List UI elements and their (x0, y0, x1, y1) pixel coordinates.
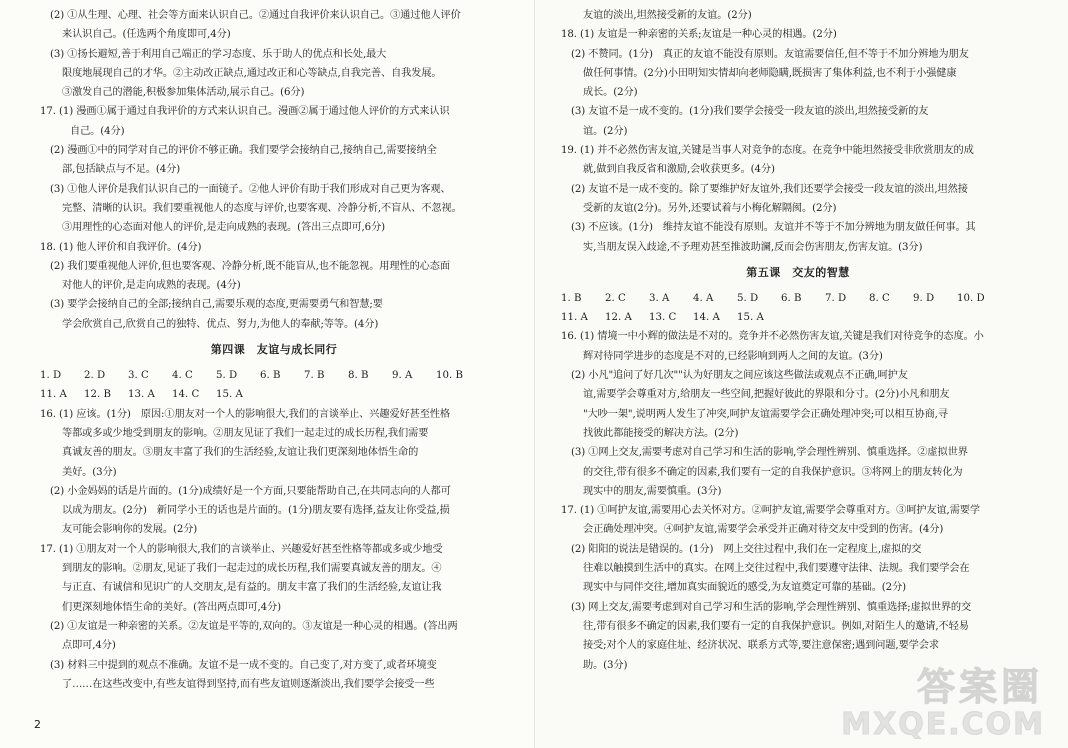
mcq-answer: 13. C (649, 312, 677, 324)
answer-line: (3) 网上交友,需要考虑到对自己学习和生活的影响,学会理性辨别、慎重选择;虚拟世界的交 (571, 601, 972, 613)
mcq-answer: 5. D (737, 292, 759, 304)
mcq-answer: 9. A (392, 370, 413, 382)
mcq-answer: 7. B (304, 370, 325, 382)
answer-line: 友谊的淡出,坦然接受新的友谊。(2分) (583, 10, 752, 21)
mcq-answer: 6. B (781, 292, 802, 304)
right-column (561, 6, 1035, 675)
answer-line: (2) 小凡"追问了好几次""认为好朋友之间应该这些做法或观点不正确,呵护友 (571, 370, 908, 382)
answer-line: (3) 不应该。(1分) 维持友谊不能没有原则。友谊并不等于不加分辨地为朋友做任何事。其 (571, 222, 976, 234)
mcq-answer: 1. D (40, 370, 62, 382)
mcq-answer: 7. D (825, 292, 847, 304)
left-answer-block (40, 6, 508, 334)
answer-line: 限度地展现自己的才华。②主动改正缺点,通过改正和心等缺点,自我完善、自我发展。 (62, 67, 442, 79)
answer-line: 成长。(2分) (583, 87, 638, 99)
answer-line: 美好。(3分) (62, 466, 117, 478)
answer-line: 现实中与同伴交往,增加真实面貌近的感受,为友谊奠定可靠的基础。(2分) (583, 582, 907, 594)
mcq-answer: 12. A (605, 312, 632, 324)
mcq-answer: 15. A (737, 312, 764, 324)
answer-line: 16. (1) 应该。(1分) 原因:①朋友对一个人的影响很大,我们的言谈举止、兴趣爱好甚至性格 (40, 408, 450, 420)
answer-line: 与正直、有诚信和见识广的人交朋友,是有益的。朋友丰富了我们的生活经验,友谊让我 (62, 582, 442, 594)
answer-line: 真诚友善的朋友。③朋友丰富了我们的生活经验,友谊让我们更深刻地体悟生命的 (62, 447, 419, 459)
answer-line: (3) 要学会接纳自己的全部;接纳自己,需要乐观的态度,更需要勇气和智慧;要 (50, 299, 383, 311)
answer-line: (2) 不赞同。(1分) 真正的友谊不能没有原则。友谊需要信任,但不等于不加分辨地为朋友 (571, 48, 969, 60)
answer-line: (3) ①网上交友,需要考虑对自己学习和生活的影响,学会理性辨别、慎重选择。②虚拟世界 (571, 447, 968, 459)
watermark-logo (841, 654, 1051, 742)
mcq-answer: 4. A (693, 292, 714, 304)
mcq-answer: 8. C (869, 292, 890, 304)
left-answer-block-2 (40, 405, 508, 694)
answer-line: 点即可,4分) (62, 640, 116, 652)
page-number: 2 (34, 718, 41, 731)
answer-line: (3) 材料三中提到的观点不准确。友谊不是一成不变的。自己变了,对方变了,或者环境变 (50, 659, 437, 671)
mcq-answer: 5. D (216, 370, 238, 382)
watermark-bottom-text: MXQE.COM (841, 707, 1045, 742)
section-title-lesson-5: 第五课 交友的智慧 (746, 265, 850, 279)
answer-line: 对他人的评价,是走向成熟的表现。(4分) (62, 280, 241, 292)
answer-line: 们更深刻地体悟生命的美好。(答出两点即可,4分) (62, 601, 282, 613)
left-column (40, 6, 508, 694)
answer-line: 自己。(4分) (70, 125, 125, 137)
mcq-answer: 8. B (348, 370, 369, 382)
answer-line: (2) 小金妈妈的话是片面的。(1分)成绩好是一个方面,只要能帮助自己,在共同志向的人都可 (50, 485, 451, 497)
answer-line: (2) 友谊不是一成不变的。除了要维护好友谊外,我们还要学会接受一段友谊的淡出,坦然接 (571, 183, 968, 195)
mcq-answers-row-1 (40, 366, 508, 385)
answer-line: 助。(3分) (583, 659, 628, 671)
answer-line: (2) 我们要重视他人评价,但也要客观、冷静分析,既不能盲从,也不能忽视。用理性的心态面 (50, 260, 450, 272)
mcq-answer: 11. A (561, 312, 588, 324)
answer-line: 谊,需要学会尊重对方,给朋友一些空间,把握好彼此的界限和分寸。(2分)小凡和朋友 (583, 389, 950, 401)
mcq-answer: 10. D (957, 292, 985, 304)
answer-line: 16. (1) 情境一中小辉的做法是不对的。竞争并不必然伤害友谊,关键是我们对待竞争的态度。小 (561, 331, 984, 343)
mcq-answer: 10. B (436, 370, 463, 382)
answer-line: 接受;对个人的家庭住址、经济状况、联系方式等,要注意保密;遇到问题,要学会求 (583, 640, 939, 652)
answer-line: 辉对待同学进步的态度是不对的,已经影响到两人之间的友谊。(3分) (583, 350, 883, 362)
mcq-answer: 15. A (216, 389, 243, 401)
answer-line: 部,包括缺点与不足。(4分) (62, 164, 181, 176)
answer-line: (3) ①扬长避短,善于利用自己端正的学习态度、乐于助人的优点和长处,最大 (50, 48, 387, 60)
mcq-answers-row-1 (561, 289, 1035, 308)
answer-line: 等都或多或少地受到朋友的影响。②朋友见证了我们一起走过的成长历程,我们需要 (62, 427, 429, 439)
right-answer-block (561, 6, 1035, 257)
answer-line: (2) ①友谊是一种亲密的关系。②友谊是平等的,双向的。③友谊是一种心灵的相遇。(答出两 (50, 620, 458, 632)
answer-line: (2) 漫画①中的同学对自己的评价不够正确。我们要学会接纳自己,接纳自己,需要接纳全 (50, 145, 437, 157)
answer-line: 17. (1) 漫画①属于通过自我评价的方式来认识自己。漫画②属于通过他人评价的方式来认识 (40, 106, 450, 118)
answer-line: 17. (1) ①呵护友谊,需要用心去关怀对方。②呵护友谊,需要学会尊重对方。③呵护友谊,需要学 (561, 505, 980, 517)
answer-line: 来认识自己。(任选两个角度即可,4分) (62, 29, 231, 41)
answer-line: 学会欣赏自己,欣赏自己的独特、优点、努力,为他人的奉献;等等。(4分) (62, 318, 379, 330)
mcq-answer: 2. D (84, 370, 106, 382)
mcq-answer: 13. A (128, 389, 155, 401)
section-title-lesson-4: 第四课 友谊与成长同行 (210, 343, 338, 357)
answer-line: ③激发自己的潜能,积极参加集体活动,展示自己。(6分) (62, 87, 305, 99)
mcq-answer: 12. B (84, 389, 111, 401)
answer-line: 18. (1) 友谊是一种亲密的关系;友谊是一种心灵的相遇。(2分) (561, 29, 837, 41)
answer-line: (2) ①从生理、心理、社会等方面来认识自己。②通过自我评价来认识自己。③通过他人评价 (50, 10, 461, 21)
mcq-answer: 11. A (40, 389, 67, 401)
answer-line: 的交往,带有很多不确定的因素,我们要有一定的自我保护意识。③将网上的朋友转化为 (583, 466, 963, 478)
answer-line: 实,当朋友误入歧途,不予理劝甚至推波助澜,反而会伤害朋友,伤害友谊。(3分) (583, 241, 923, 253)
mcq-answer: 2. C (605, 292, 626, 304)
mcq-answer: 14. A (693, 312, 720, 324)
answer-line: "大吵一架",说明两人发生了冲突,呵护友谊需要学会正确处理冲突;可以相互协商,寻 (583, 408, 948, 420)
answer-line: (3) ①他人评价是我们认识自己的一面镜子。②他人评价有助于我们形成对自己更为客观、 (50, 183, 451, 195)
answer-line: (3) 友谊不是一成不变的。(1分)我们要学会接受一段友谊的淡出,坦然接受新的友 (571, 106, 929, 118)
answer-line: 往难以触摸到生活中的真实。在网上交往过程中,我们要遵守法律、法规。我们要学会在 (583, 563, 970, 575)
right-answer-block-2 (561, 327, 1035, 674)
mcq-answer: 14. C (172, 389, 200, 401)
answer-line: 受新的友谊(2分)。另外,还要试着与小梅化解隔阂。(2分) (583, 202, 837, 214)
answer-line: 到朋友的影响。②朋友,见证了我们一起走过的成长历程,我们需要真诚友善的朋友。④ (62, 563, 442, 575)
mcq-answer: 3. C (128, 370, 149, 382)
answer-line: 友可能会影响你的发展。(2分) (62, 524, 198, 536)
answer-line: (2) 阳阳的说法是错误的。(1分) 网上交往过程中,我们在一定程度上,虚拟的交 (571, 543, 922, 555)
answer-line: 做任何事情。(2分)小田明知实情却向老师隐瞒,既损害了集体利益,也不利于小强健康 (583, 67, 957, 79)
right-page (534, 0, 1068, 748)
answer-line: 了……在这些改变中,有些友谊得到坚持,而有些友谊则逐渐淡出,我们要学会接受一些 (62, 678, 435, 690)
answer-line: 完整、清晰的认识。我们要重视他人的态度与评价,也要客观、冷静分析,不盲从、不忽视。 (62, 202, 462, 214)
answer-line: 找彼此都能接受的解决方法。(2分) (583, 427, 739, 439)
answer-line: 现实中的朋友,需要慎重。(3分) (583, 485, 722, 497)
mcq-answers-row-2 (40, 385, 508, 404)
answer-line: 以成为朋友。(2分) 新同学小王的话也是片面的。(1分)朋友要有选择,益友让你受益,损 (62, 505, 450, 517)
mcq-answer: 6. B (260, 370, 281, 382)
watermark-top-text: 答案圈 (916, 665, 1043, 709)
answer-line: 就,做到自我反省和激励,会收获更多。(4分) (583, 164, 775, 176)
mcq-answer: 3. A (649, 292, 670, 304)
answer-line: 会正确处理冲突。④呵护友谊,需要学会承受并正确对待交友中受到的伤害。(4分) (583, 524, 944, 536)
answer-line: 往,带有很多不确定的因素,我们要有一定的自我保护意识。例如,对陌生人的邀请,不轻易 (583, 620, 969, 632)
mcq-answer: 1. B (561, 292, 582, 304)
answer-line: 谊。(2分) (583, 125, 628, 137)
mcq-answer: 9. D (913, 292, 935, 304)
answer-line: 19. (1) 并不必然伤害友谊,关键是当事人对竞争的态度。在竞争中能坦然接受非欣赏朋友的成 (561, 145, 974, 157)
answer-line: ③用理性的心态面对他人的评价,是走向成熟的表现。(答出三点即可,6分) (62, 222, 386, 234)
mcq-answers-row-2 (561, 308, 1035, 327)
mcq-answer: 4. C (172, 370, 193, 382)
answer-line: 18. (1) 他人评价和自我评价。(4分) (40, 241, 202, 253)
answer-line: 17. (1) ①朋友对一个人的影响很大,我们的言谈举止、兴趣爱好甚至性格等都或多或少地受 (40, 543, 443, 555)
